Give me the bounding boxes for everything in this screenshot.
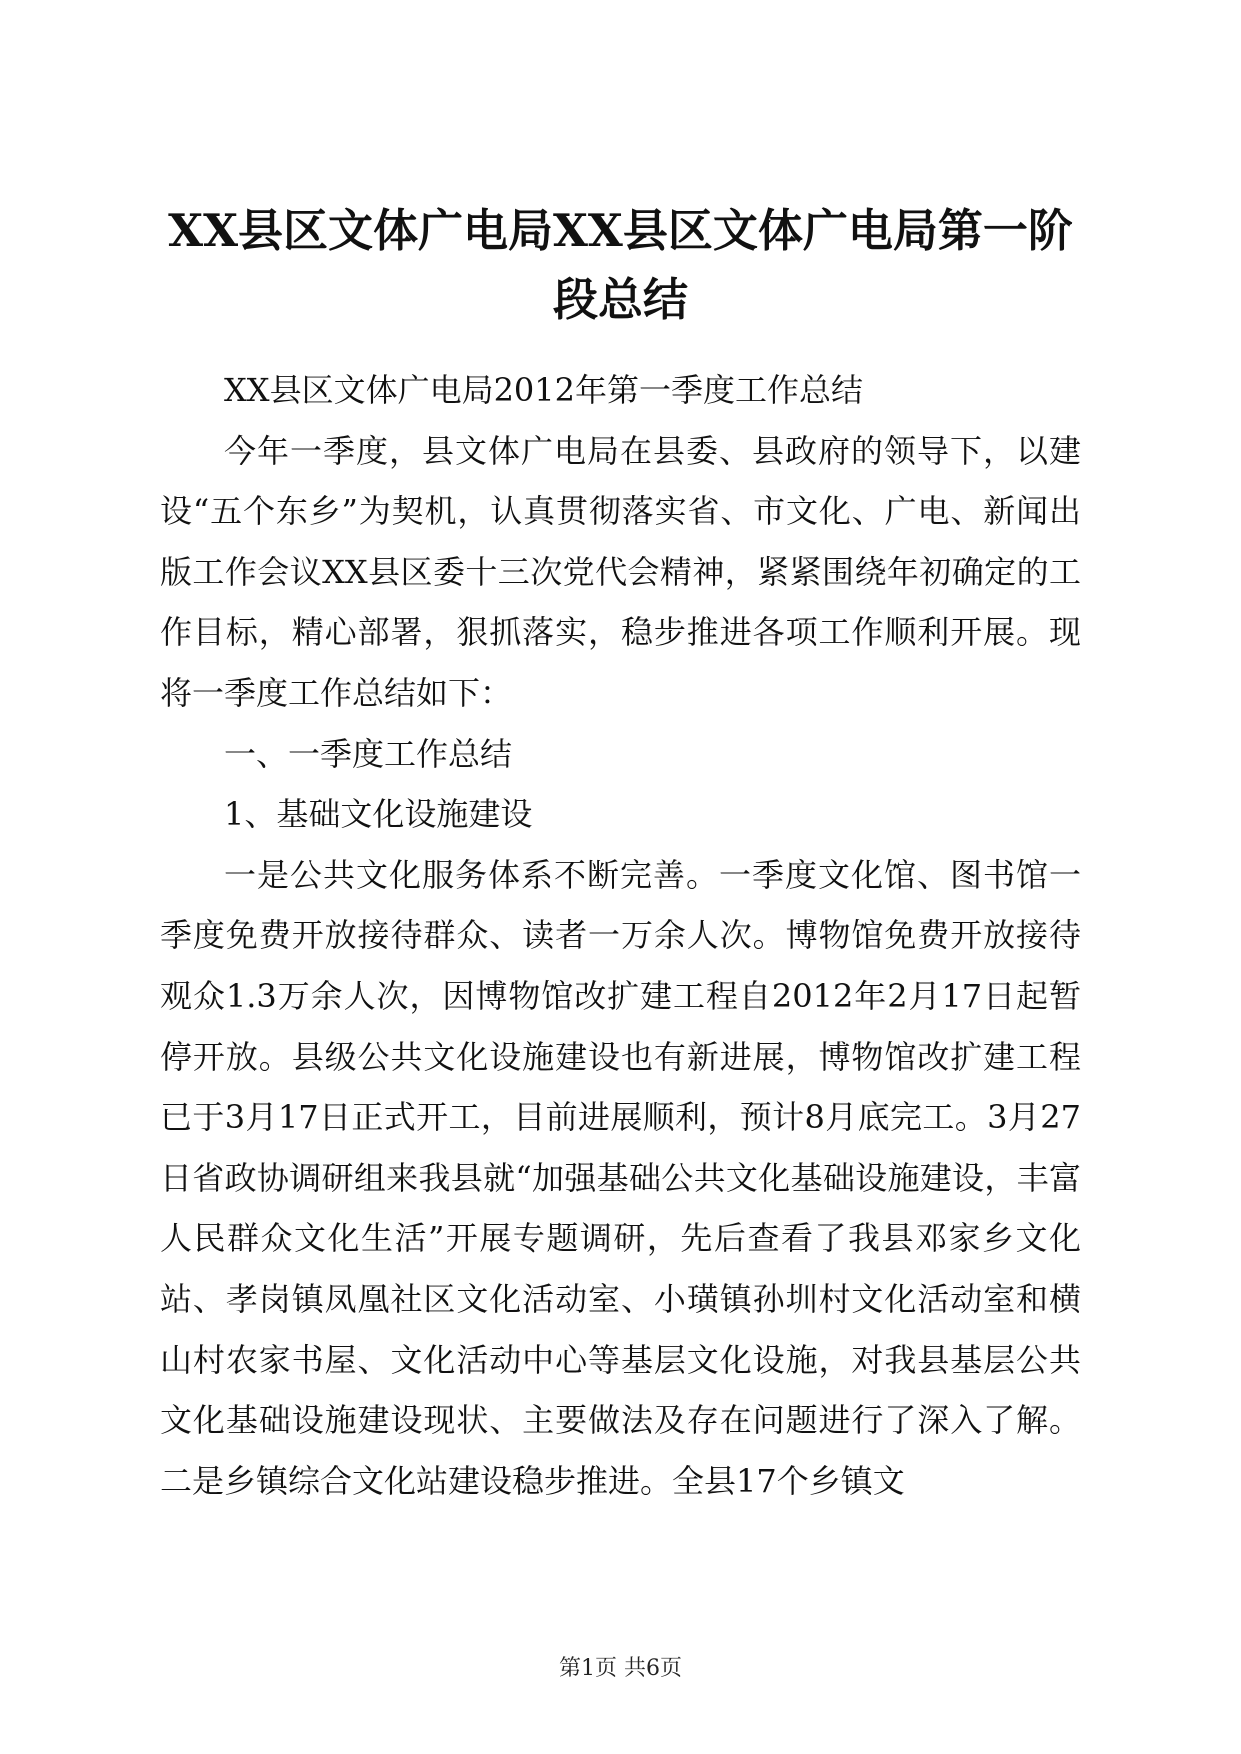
intro-paragraph: 今年一季度，县文体广电局在县委、县政府的领导下，以建设“五个东乡”为契机，认真贯彻落实省、市文化、广电、新闻出版工作会议XX县区委十三次党代会精神，紧紧围绕年初确定的工作目标，精心部署，狠抓落实，稳步推进各项工作顺利开展。现将一季度工作总结如下： — [160, 431, 1081, 712]
subtitle-paragraph: XX县区文体广电局2012年第一季度工作总结 — [224, 371, 864, 409]
section-heading: 一、一季度工作总结 — [224, 734, 513, 773]
document-body — [160, 360, 1081, 1511]
page-number-footer: 第1页 共6页 — [559, 1656, 682, 1681]
body-paragraph: 一是公共文化服务体系不断完善。一季度文化馆、图书馆一季度免费开放接待群众、读者一万余人次。博物馆免费开放接待观众1.3万余人次，因博物馆改扩建工程自2012年2月17日起暂停开放。县级公共文化设施建设也有新进展，博物馆改扩建工程已于3月17日正式开工，目前进展顺利，预计8月底完工。3月27日省政协调研组来我县就“加强基础公共文化基础设施建设，丰富人民群众文化生活”开展专题调研，先后查看了我县邓家乡文化站、孝岗镇凤凰社区文化活动室、小璜镇孙圳村文化活动室和横山村农家书屋、文化活动中心等基层文化设施，对我县基层公共文化基础设施建设现状、主要做法及存在问题进行了深入了解。二是乡镇综合文化站建设稳步推进。全县17个乡镇文 — [160, 855, 1081, 1500]
document-title: XX县区文体广电局XX县区文体广电局第一阶段总结 — [168, 204, 1073, 326]
subsection-heading: 1、基础文化设施建设 — [224, 795, 533, 834]
